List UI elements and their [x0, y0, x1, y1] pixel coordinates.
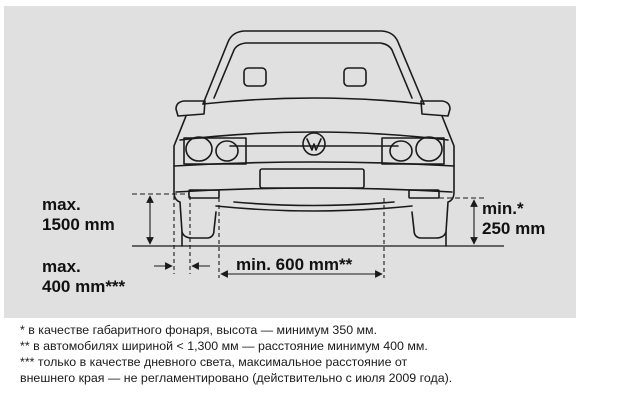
right-height-label-line2: 250 mm	[482, 219, 546, 238]
between-lights-label: min. 600 mm**	[236, 255, 353, 274]
footnotes	[20, 322, 620, 386]
right-height-label-line1: min.*	[482, 199, 524, 218]
footnote-3-continued: внешнего края — не регламентировано (действительно с июля 2009 года).	[20, 371, 453, 385]
car-front-diagram	[4, 6, 576, 318]
diagram-panel	[4, 6, 576, 318]
left-height-label-line1: max.	[42, 195, 81, 214]
car-outline	[174, 31, 454, 246]
edge-distance-label-line2: 400 mm***	[42, 277, 126, 296]
footnote-1: * в качестве габаритного фонаря, высота — минимум 350 мм.	[20, 323, 378, 337]
edge-distance-label-line1: max.	[42, 257, 81, 276]
left-height-label-line2: 1500 mm	[42, 215, 115, 234]
footnote-2: ** в автомобилях шириной < 1,300 мм — расстояние минимум 400 мм.	[20, 339, 428, 353]
footnote-3: *** только в качестве дневного света, максимальное расстояние от	[20, 355, 408, 369]
